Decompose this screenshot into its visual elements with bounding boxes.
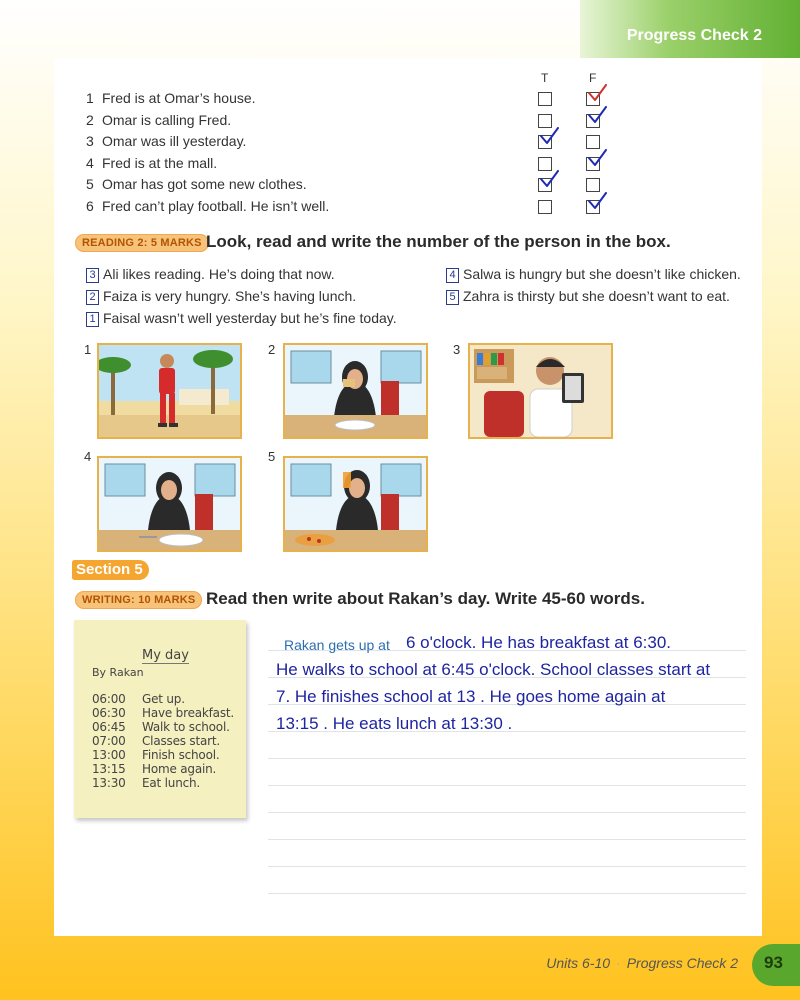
true-checkbox[interactable]: [538, 114, 552, 128]
reading-instruction: Look, read and write the number of the person in the box.: [206, 232, 671, 251]
schedule-row: 06:45 Walk to school.: [92, 720, 230, 734]
answer-prompt: Rakan gets up at: [284, 637, 390, 653]
footer-separator: ·: [616, 955, 621, 971]
answer-box[interactable]: 3: [86, 268, 99, 283]
statement-item: [446, 288, 730, 305]
true-false-item: [86, 155, 217, 175]
true-false-item: [86, 133, 246, 153]
footer-caption: [546, 955, 738, 971]
schedule-row: 13:30 Eat lunch.: [92, 776, 201, 790]
check-mark-icon: [587, 192, 607, 212]
schedule-row: 13:00 Finish school.: [92, 748, 220, 762]
item-number: 4: [86, 154, 94, 171]
item-number: 3: [86, 133, 94, 149]
answer-box[interactable]: 4: [446, 268, 459, 283]
section-5-label: Section 5: [72, 560, 149, 580]
schedule-row: 07:00 Classes start.: [92, 734, 220, 748]
picture-number: 2: [268, 342, 276, 357]
schedule-row: 06:00 Get up.: [92, 692, 185, 706]
answer-box[interactable]: 1: [86, 312, 99, 327]
note-author: By Rakan: [92, 666, 144, 679]
check-mark-icon: [539, 127, 559, 147]
false-checkbox[interactable]: [586, 178, 600, 192]
true-checkbox[interactable]: [538, 92, 552, 106]
page-title: Progress Check 2: [626, 27, 762, 44]
writing-instruction: Read then write about Rakan’s day. Write 45-60 words.: [206, 589, 645, 608]
picture-number: 5: [268, 449, 276, 464]
true-false-item: [86, 198, 329, 218]
reading-badge: READING 2: 5 MARKS: [75, 234, 209, 252]
writing-badge: WRITING: 10 MARKS: [75, 591, 202, 609]
item-number: 1: [86, 90, 94, 106]
check-mark-icon: [587, 84, 607, 104]
statement-item: [86, 288, 356, 305]
true-checkbox[interactable]: [538, 157, 552, 171]
statement-text: Ali likes reading. He’s doing that now.: [103, 266, 335, 282]
true-false-item: [86, 112, 231, 132]
schedule-row: 06:30 Have breakfast.: [92, 706, 234, 720]
item-number: 2: [86, 111, 94, 128]
check-mark-icon: [587, 106, 607, 126]
item-statement: Omar has got some new clothes.: [102, 176, 307, 192]
item-statement: Fred is at the mall.: [102, 154, 218, 171]
item-statement: Omar was ill yesterday.: [102, 133, 247, 149]
true-false-item: [86, 90, 256, 110]
answer-line[interactable]: 7. He finishes school at 13 . He goes home again at: [276, 687, 666, 706]
false-column-header: F: [589, 71, 597, 85]
statement-text: Faiza is very hungry. She’s having lunch.: [103, 288, 357, 304]
false-checkbox[interactable]: [586, 135, 600, 149]
check-mark-icon: [539, 170, 559, 190]
item-statement: Fred is at Omar’s house.: [102, 90, 256, 106]
statement-text: Faisal wasn’t well yesterday but he’s fine today.: [103, 310, 397, 326]
picture-number: 3: [453, 342, 461, 357]
statement-item: [86, 266, 335, 283]
girl-drinking-juice-picture: [283, 456, 428, 552]
statement-text: Salwa is hungry but she doesn’t like chicken.: [463, 266, 741, 282]
answer-line[interactable]: 13:15 . He eats lunch at 13:30 .: [276, 714, 513, 733]
statement-item: [86, 310, 397, 327]
item-number: 5: [86, 176, 94, 192]
note-title: My day: [142, 648, 189, 663]
true-column-header: T: [541, 71, 549, 85]
answer-box[interactable]: 5: [446, 290, 459, 305]
statement-item: [446, 266, 741, 283]
statement-text: Zahra is thirsty but she doesn’t want to eat.: [463, 288, 730, 304]
footer-section: Progress Check 2: [626, 955, 738, 971]
picture-number: 4: [84, 449, 92, 464]
page-number: 93: [764, 953, 783, 972]
item-statement: Fred can’t play football. He isn’t well.: [102, 197, 330, 214]
item-number: 6: [86, 197, 94, 214]
my-day-note: [74, 620, 246, 818]
true-checkbox[interactable]: [538, 200, 552, 214]
schedule-row: 13:15 Home again.: [92, 762, 217, 776]
item-statement: Omar is calling Fred.: [102, 111, 232, 128]
picture-number: 1: [84, 342, 92, 357]
footer-units: Units 6-10: [546, 955, 611, 971]
girl-with-plate-picture: [97, 456, 242, 552]
answer-line[interactable]: He walks to school at 6:45 o'clock. School classes start at: [276, 660, 711, 679]
true-false-item: [86, 176, 307, 196]
answer-line[interactable]: 6 o'clock. He has breakfast at 6:30.: [406, 633, 672, 652]
girl-eating-sandwich-picture: [283, 343, 428, 439]
boy-reading-tablet-picture: [468, 343, 613, 439]
boy-walking-palm-trees-picture: [97, 343, 242, 439]
answer-box[interactable]: 2: [86, 290, 99, 305]
check-mark-icon: [587, 149, 607, 169]
